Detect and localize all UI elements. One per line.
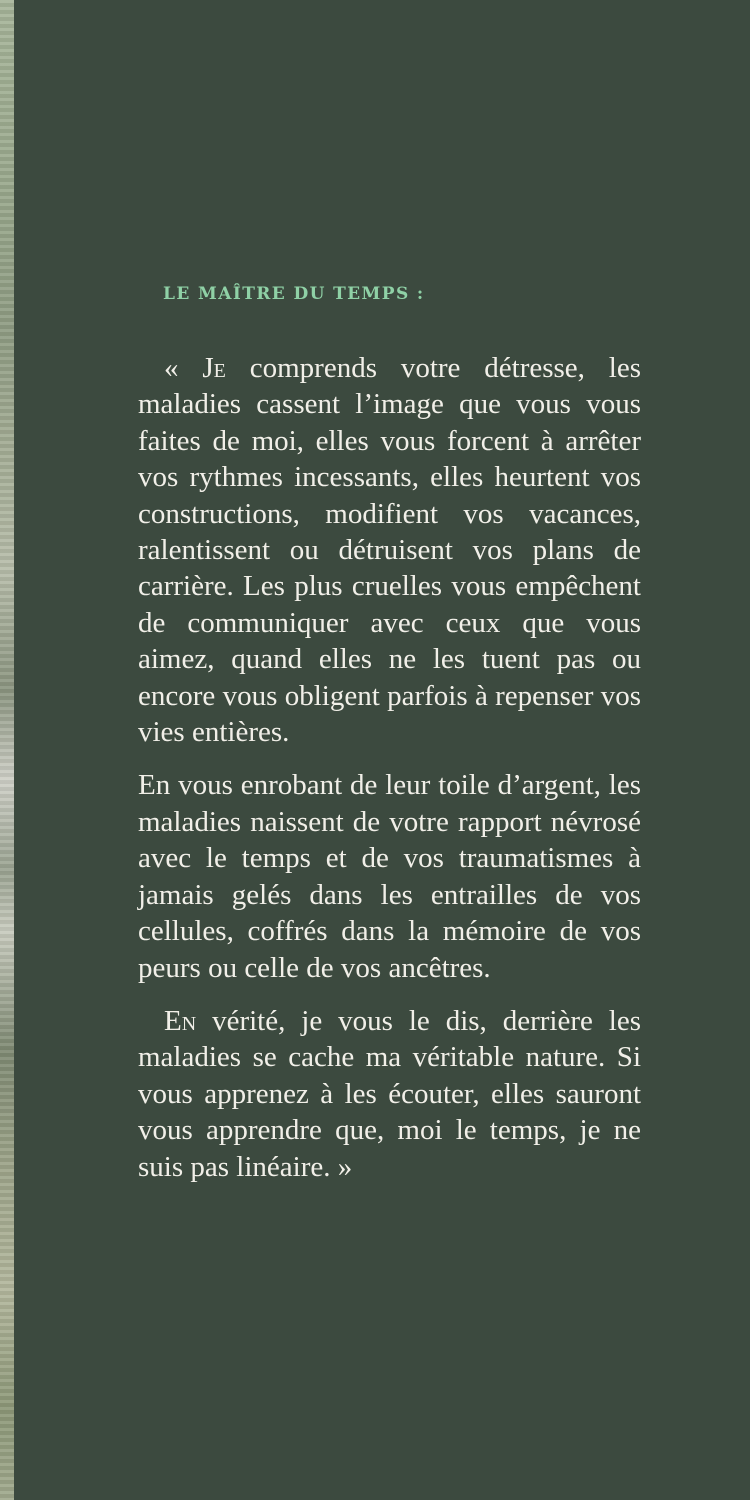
paragraph-3-text: vérité, je vous le dis, derrière les maladies se cache ma véritable nature. Si vous apprenez à les écouter, elles sauront vous apprendre que, moi le temps, je ne suis pas linéaire. » [138,1004,641,1183]
paragraph-1-lead-word: Je [202,352,226,384]
paragraph-3-lead-word: En [164,1004,197,1037]
quote-body [138,350,641,1185]
paragraph-3 [138,1003,641,1185]
paragraph-2-text: En vous enrobant de leur toile d’argent, les maladies naissent de votre rapport névrosé avec le temps et de vos traumatismes à jamais gelés dans les entrailles de vos cellules, coffrés dans la mémoire de vos peurs ou celle de vos ancêtres. [138,769,641,984]
paragraph-1 [138,350,641,750]
book-page [14,0,750,1500]
opening-guillemet: « [164,352,203,384]
paragraph-1-text: comprends votre détresse, les maladies cassent l’image que vous vous faites de moi, elles vous forcent à arrêter vos rythmes incessants, elles heurtent vos constructions, modifient vos vacances, ralentissent ou détruisent vos plans de carrière. Les plus cruelles vous empêchent de communiquer avec ceux que vous aimez, quand elles ne les tuent pas ou encore vous obligent parfois à repenser vos vies entières. [138,352,641,749]
cover-photo-edge [0,0,14,1500]
paragraph-2 [138,767,641,985]
speaker-heading: LE MAÎTRE DU TEMPS : [163,284,425,304]
